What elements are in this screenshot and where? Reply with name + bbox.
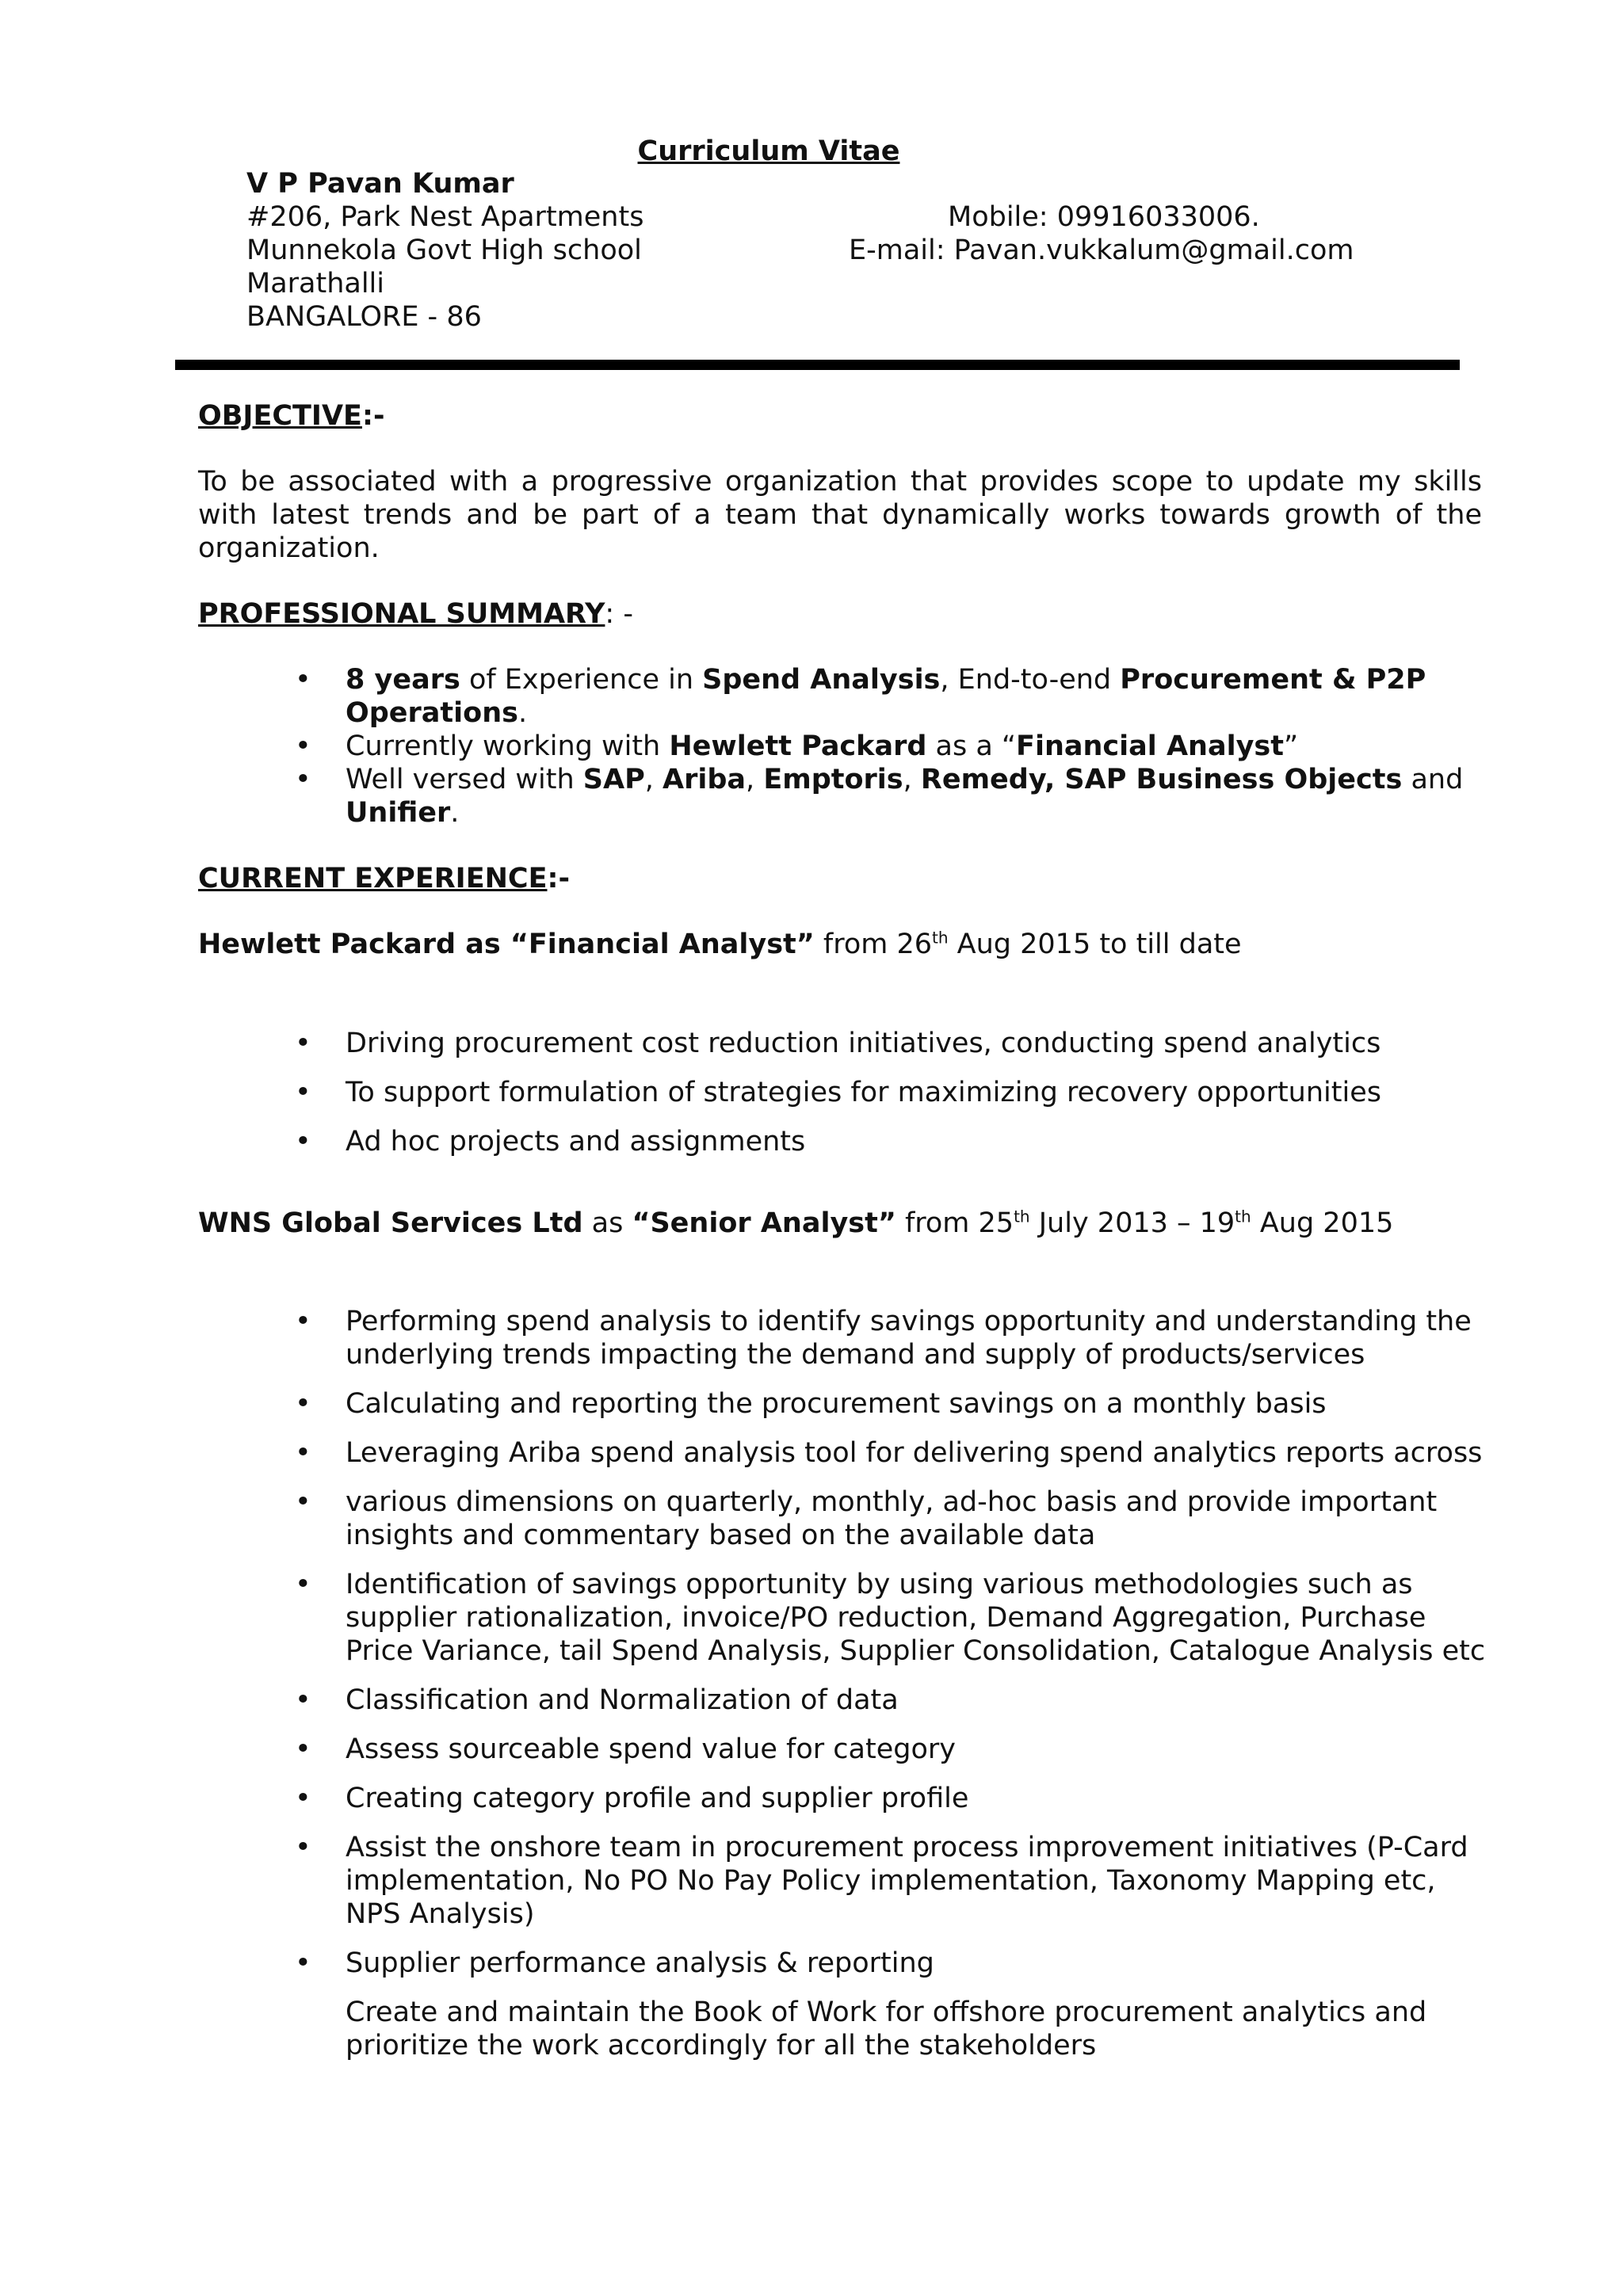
bullet-icon: • [295, 1947, 311, 1979]
job-2-title: WNS Global Services Ltd as “Senior Analyst” from 25th July 2013 – 19th Aug 2015 [198, 1207, 1394, 1239]
trailing-duty-line-2: prioritize the work accordingly for all the stakeholders [346, 2030, 1097, 2061]
objective-line-1: To be associated with a progressive organization that provides scope to update my skills [198, 466, 1482, 498]
current-experience-heading: CURRENT EXPERIENCE:- [198, 863, 571, 894]
objective-line-3: organization. [198, 532, 380, 564]
bullet-icon: • [295, 1684, 311, 1716]
bullet-icon: • [295, 1077, 311, 1108]
bullet-icon: • [295, 1733, 311, 1765]
bullet-icon: • [295, 764, 311, 795]
summary-heading: PROFESSIONAL SUMMARY: - [198, 598, 633, 630]
job-1-title: Hewlett Packard as “Financial Analyst” from 26th Aug 2015 to till date [198, 928, 1242, 960]
bullet-icon: • [295, 1783, 311, 1814]
bullet-icon: • [295, 1388, 311, 1420]
address-line-2: Munnekola Govt High school [246, 235, 642, 266]
bullet-icon: • [295, 730, 311, 762]
email-address: E-mail: Pavan.vukkalum@gmail.com [849, 235, 1354, 266]
page-title: Curriculum Vitae [637, 135, 900, 167]
bullet-icon: • [295, 1832, 311, 1863]
bullet-icon: • [295, 1569, 311, 1600]
trailing-duty-line-1: Create and maintain the Book of Work for offshore procurement analytics and [346, 1997, 1427, 2028]
bullet-icon: • [295, 1437, 311, 1469]
bullet-icon: • [295, 1306, 311, 1337]
objective-line-2: with latest trends and be part of a team that dynamically works towards growth of the [198, 499, 1482, 531]
header-divider [175, 360, 1460, 370]
candidate-name: V P Pavan Kumar [246, 168, 514, 200]
objective-heading: OBJECTIVE:- [198, 400, 385, 432]
bullet-icon: • [295, 1028, 311, 1059]
bullet-icon: • [295, 1486, 311, 1518]
bullet-icon: • [295, 664, 311, 696]
address-line-3: Marathalli [246, 268, 385, 299]
address-line-1: #206, Park Nest Apartments [246, 201, 644, 233]
address-line-4: BANGALORE - 86 [246, 301, 482, 333]
mobile-number: Mobile: 09916033006. [948, 201, 1260, 233]
bullet-icon: • [295, 1126, 311, 1158]
